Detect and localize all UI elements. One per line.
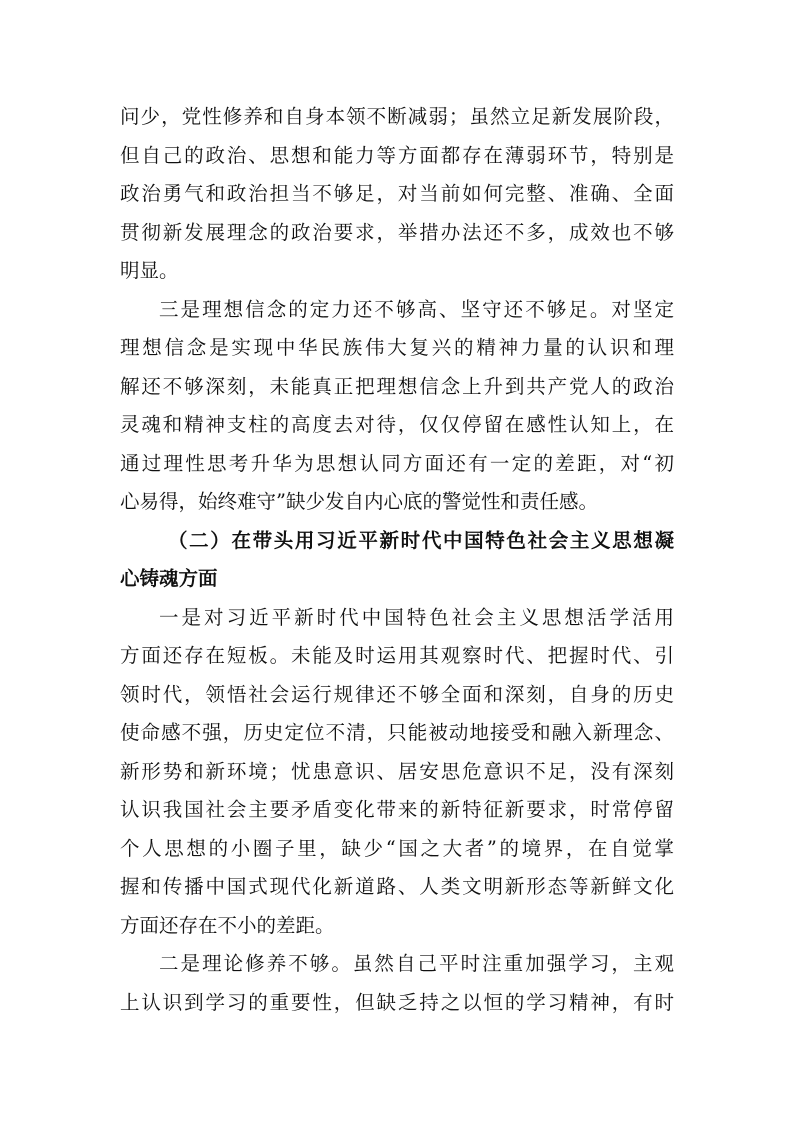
text-line: 解还不够深刻，未能真正把理想信念上升到共产党人的政治 — [120, 374, 674, 398]
text-line: 新形势和新环境；忧患意识、居安思危意识不足，没有深刻 — [120, 759, 674, 783]
paragraph-ideals-beliefs — [120, 291, 674, 522]
text-line: 三是理想信念的定力还不够高、坚守还不够足。对坚定 — [159, 297, 674, 321]
heading-line: （二）在带头用习近平新时代中国特色社会主义思想凝 — [168, 528, 674, 552]
text-line: 贯彻新发展理念的政治要求，举措办法还不多，成效也不够 — [120, 220, 674, 244]
section-heading — [120, 522, 674, 599]
paragraph-study-apply — [120, 599, 674, 946]
text-line: 明显。 — [120, 259, 179, 282]
text-line: 握和传播中国式现代化新道路、人类文明新形态等新鲜文化 — [120, 875, 674, 898]
text-line: 理想信念是实现中华民族伟大复兴的精神力量的认识和理 — [120, 336, 674, 359]
text-line: 个人思想的小圈子里，缺少“国之大者”的境界，在自觉掌 — [120, 836, 674, 860]
text-line: 二是理论修养不够。虽然自己平时注重加强学习，主观 — [159, 952, 674, 975]
text-line: 一是对习近平新时代中国特色社会主义思想活学活用 — [159, 605, 674, 629]
text-line: 灵魂和精神支柱的高度去对待，仅仅停留在感性认知上，在 — [120, 413, 674, 436]
text-line: 问少，党性修养和自身本领不断减弱；虽然立足新发展阶段， — [120, 105, 674, 128]
document-body — [120, 98, 674, 1022]
paragraph-theory — [120, 945, 674, 1022]
text-line: 上认识到学习的重要性，但缺乏持之以恒的学习精神，有时 — [120, 990, 674, 1014]
text-line: 通过理性思考升华为思想认同方面还有一定的差距，对“初 — [120, 451, 674, 475]
text-line: 政治勇气和政治担当不够足，对当前如何完整、准确、全面 — [120, 182, 674, 205]
text-line: 但自己的政治、思想和能力等方面都存在薄弱环节，特别是 — [120, 143, 674, 167]
text-line: 使命感不强，历史定位不清，只能被动地接受和融入新理念、 — [120, 721, 674, 744]
text-line: 方面还存在短板。未能及时运用其观察时代、把握时代、引 — [120, 644, 674, 667]
paragraph-continuation — [120, 98, 674, 291]
text-line: 方面还存在不小的差距。 — [120, 913, 335, 937]
text-line: 认识我国社会主要矛盾变化带来的新特征新要求，时常停留 — [120, 798, 674, 821]
text-line: 心易得，始终难守”缺少发自内心底的警觉性和责任感。 — [120, 490, 598, 513]
heading-line: 心铸魂方面 — [120, 567, 218, 590]
text-line: 领时代，领悟社会运行规律还不够全面和深刻，自身的历史 — [120, 682, 674, 706]
